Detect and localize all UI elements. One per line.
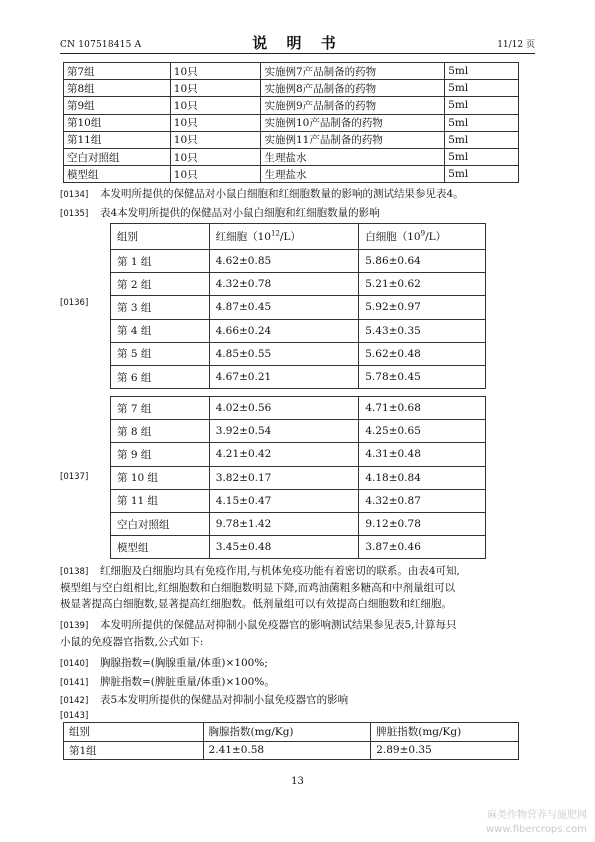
table-cell: 10只 [170,97,261,114]
table-cell: 空白对照组 [111,512,210,535]
table-cell: 4.18±0.84 [359,466,486,489]
table-cell: 4.25±0.65 [359,420,486,443]
table-cell: 4.67±0.21 [209,365,359,388]
immune-organ-table [63,722,519,760]
table-cell: 第10组 [64,114,171,131]
table-cell: 第8组 [64,80,171,97]
paragraph-number: [0134] [60,190,89,200]
paragraph-line: 本发明所提供的保健品对抑制小鼠免疫器官的影响测试结果参见表5,计算每只 [100,619,457,631]
table-cell: 第 3 组 [111,296,210,319]
table-cell: 4.66±0.24 [209,319,359,342]
table-row [64,63,519,80]
table-row [111,397,486,420]
paragraph-number: [0136] [60,298,89,308]
paragraph-line: 极显著提高白细胞数,显著提高红细胞数。低剂量组可以有效提高白细胞数和红细胞。 [60,598,452,610]
table-row [111,466,486,489]
paragraph-0138 [60,563,538,612]
paragraph-line: 小鼠的免疫器官指数,公式如下: [60,636,204,648]
paragraph-number: [0139] [60,621,89,631]
table-caption: 表4本发明所提供的保健品对小鼠白细胞和红细胞数量的影响 [100,207,380,219]
formula-thymus: 胸腺指数=(胸腺重量/体重)×100%; [100,657,268,669]
paragraph-number: [0137] [60,472,89,482]
table-row [64,741,519,760]
table-row [111,273,486,296]
formula-spleen: 脾脏指数=(脾脏重量/体重)×100%。 [100,676,275,688]
table-cell: 4.02±0.56 [209,397,359,420]
table-row [64,97,519,114]
paragraph-0139 [60,617,538,650]
paragraph-number: [0141] [60,678,89,688]
table-cell: 实施例10产品制备的药物 [261,114,445,131]
table-row [64,114,519,131]
patent-number: CN 107518415 A [60,40,142,50]
table-cell: 5.62±0.48 [359,342,486,365]
table-cell: 9.78±1.42 [209,512,359,535]
table-cell: 5ml [445,63,519,80]
page-header [60,30,535,54]
table-cell: 4.15±0.47 [209,489,359,512]
table-cell: 5.92±0.97 [359,296,486,319]
page-indicator: 11/12 页 [497,40,535,50]
table-cell: 5.43±0.35 [359,319,486,342]
table-cell: 实施例9产品制备的药物 [261,97,445,114]
table-cell: 5ml [445,97,519,114]
paragraph-text: 本发明所提供的保健品对小鼠白细胞和红细胞数量的影响的测试结果参见表4。 [100,188,464,200]
blood-cell-table-part1 [110,223,486,389]
table-cell: 第11组 [64,131,171,148]
table-cell: 5ml [445,131,519,148]
paragraph-number: [0135] [60,209,89,219]
table-cell: 第 5 组 [111,342,210,365]
table-row [64,80,519,97]
table-cell: 第 7 组 [111,397,210,420]
table-cell: 3.45±0.48 [209,536,359,559]
paragraph-line: 红细胞及白细胞均具有免疫作用,与机体免疫功能有着密切的联系。由表4可知, [100,565,460,577]
table-cell: 4.32±0.87 [359,489,486,512]
header-group: 组别 [111,224,210,250]
table-row [111,536,486,559]
paragraph-line: 模型组与空白组相比,红细胞数和白细胞数明显下降,而鸡油菌粗多糖高和中剂量组可以 [60,582,456,594]
table-cell: 第 1 组 [111,250,210,273]
table-cell: 10只 [170,166,261,183]
table-cell: 3.92±0.54 [209,420,359,443]
table-cell: 4.85±0.55 [209,342,359,365]
table-cell: 第7组 [64,63,171,80]
blood-cell-table-part2 [110,396,486,559]
table-cell: 10只 [170,80,261,97]
header-wbc: 白细胞$(10^9/L)$ [359,224,486,250]
table-row [111,489,486,512]
table-cell: 4.62±0.85 [209,250,359,273]
table-cell: 5.21±0.62 [359,273,486,296]
table-cell: 空白对照组 [64,148,171,165]
table-row [111,296,486,319]
table-cell: 10只 [170,114,261,131]
document-title: 说 明 书 [252,34,343,52]
watermark [486,809,587,837]
table-cell: 5ml [445,148,519,165]
table-cell: 3.87±0.46 [359,536,486,559]
table-cell: 4.31±0.48 [359,443,486,466]
table-cell: 10只 [170,148,261,165]
table-cell: 实施例7产品制备的药物 [261,63,445,80]
table-header-row [111,224,486,250]
table-cell: 9.12±0.78 [359,512,486,535]
watermark-url: www.fibercrops.com [485,824,587,835]
table-row [64,148,519,165]
table-cell: 第1组 [64,741,204,760]
table-cell: 5ml [445,80,519,97]
table-caption: 表5本发明所提供的保健品对抑制小鼠免疫器官的影响 [100,694,349,706]
table-cell: 模型组 [111,536,210,559]
table-cell: 5.86±0.64 [359,250,486,273]
table-cell: 5ml [445,114,519,131]
table-cell: 3.82±0.17 [209,466,359,489]
table-cell: 4.71±0.68 [359,397,486,420]
table-row [111,342,486,365]
table-row [111,250,486,273]
paragraph-number: [0142] [60,696,89,706]
table-cell: 第 11 组 [111,489,210,512]
header-group: 组别 [64,723,204,742]
table-cell: 4.32±0.78 [209,273,359,296]
paragraph-0135 [60,205,538,222]
table-cell: 生理盐水 [261,148,445,165]
table-row [111,365,486,388]
table-row [64,166,519,183]
table-cell: 第 4 组 [111,319,210,342]
paragraph-0134 [60,186,538,203]
table-cell: 2.41±0.58 [203,741,371,760]
table-cell: 实施例8产品制备的药物 [261,80,445,97]
table-cell: 第 6 组 [111,365,210,388]
header-thymus: 胸腺指数(mg/Kg) [203,723,371,742]
table-cell: 第 8 组 [111,420,210,443]
table-cell: 生理盐水 [261,166,445,183]
paragraph-number: [0143] [60,711,89,721]
table-cell: 10只 [170,63,261,80]
page-number: 13 [291,776,304,787]
table-cell: 模型组 [64,166,171,183]
dosage-table [63,62,519,183]
paragraph-0141 [60,674,538,691]
paragraph-number: [0138] [60,567,89,577]
table-cell: 第9组 [64,97,171,114]
table-header-row [64,723,519,742]
table-row [111,420,486,443]
table-row [64,131,519,148]
watermark-title: 麻类作物营养与施肥网 [487,810,587,821]
table-row [111,512,486,535]
table-cell: 第 10 组 [111,466,210,489]
table-cell: 2.89±0.35 [371,741,519,760]
table-cell: 10只 [170,131,261,148]
header-rbc: 红细胞$(10^{12}/L)$ [209,224,359,250]
table-row [111,443,486,466]
table-row [111,319,486,342]
table-cell: 4.21±0.42 [209,443,359,466]
table-cell: 第 2 组 [111,273,210,296]
table-cell: 4.87±0.45 [209,296,359,319]
header-spleen: 脾脏指数(mg/Kg) [371,723,519,742]
header-rule [60,53,535,54]
table-cell: 实施例11产品制备的药物 [261,131,445,148]
table-cell: 第 9 组 [111,443,210,466]
table-cell: 5ml [445,166,519,183]
paragraph-0140 [60,655,538,672]
table-cell: 5.78±0.45 [359,365,486,388]
paragraph-number: [0140] [60,659,89,669]
